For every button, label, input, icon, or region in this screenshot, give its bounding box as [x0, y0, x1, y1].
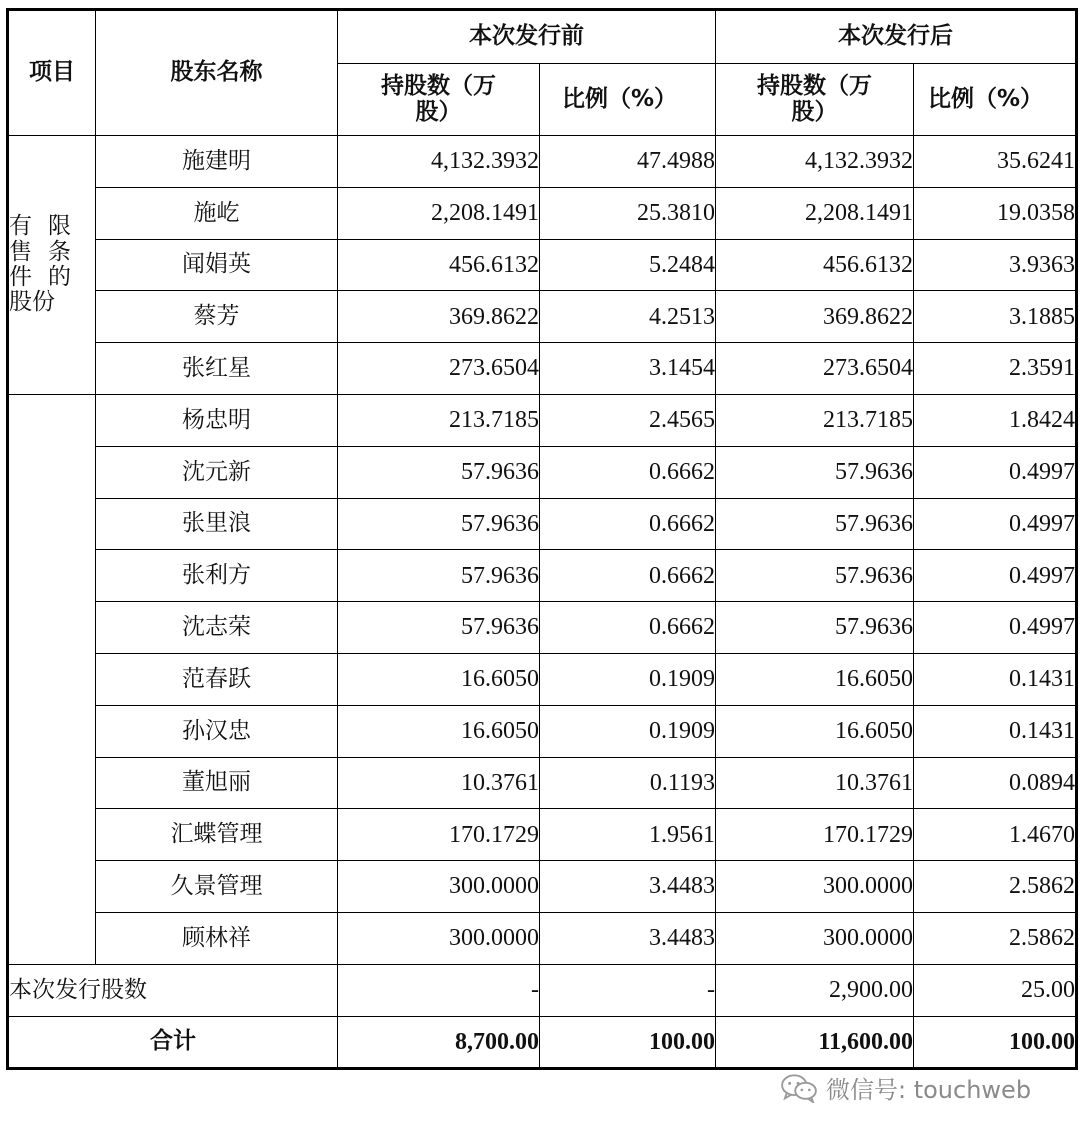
before-shares: 16.6050	[338, 705, 540, 757]
after-shares: 300.0000	[716, 912, 914, 964]
shareholder-name: 施建明	[96, 136, 338, 188]
before-ratio: 47.4988	[540, 136, 716, 188]
issue-before-ratio: -	[540, 964, 716, 1016]
issue-after-shares: 2,900.00	[716, 964, 914, 1016]
table-row	[8, 705, 1077, 757]
after-shares: 2,208.1491	[716, 187, 914, 239]
shareholder-name: 张红星	[96, 343, 338, 395]
watermark-text: 微信号: touchweb	[826, 1076, 1032, 1104]
before-shares: 273.6504	[338, 343, 540, 395]
header-before-issue: 本次发行前	[338, 10, 716, 64]
after-ratio: 0.4997	[914, 550, 1077, 602]
shareholder-name: 顾林祥	[96, 912, 338, 964]
table-row	[8, 498, 1077, 550]
before-ratio: 0.1909	[540, 653, 716, 705]
unrestricted-category-cell	[8, 394, 96, 964]
after-shares: 57.9636	[716, 602, 914, 654]
table-row	[8, 653, 1077, 705]
issue-row	[8, 964, 1077, 1016]
before-shares: 57.9636	[338, 446, 540, 498]
issue-after-ratio: 25.00	[914, 964, 1077, 1016]
restricted-label-line	[9, 290, 95, 315]
restricted-shares-label	[8, 136, 96, 395]
shareholder-name: 闻娟英	[96, 239, 338, 291]
issue-before-shares: -	[338, 964, 540, 1016]
after-shares: 10.3761	[716, 757, 914, 809]
after-ratio: 3.1885	[914, 291, 1077, 343]
before-ratio: 0.6662	[540, 550, 716, 602]
after-ratio: 1.4670	[914, 809, 1077, 861]
before-ratio: 25.3810	[540, 187, 716, 239]
header-row-1	[8, 10, 1077, 64]
header-after-ratio: 比例（%）	[914, 64, 1077, 136]
before-shares: 57.9636	[338, 550, 540, 602]
after-shares: 170.1729	[716, 809, 914, 861]
after-shares: 273.6504	[716, 343, 914, 395]
shareholder-name: 沈元新	[96, 446, 338, 498]
before-shares: 213.7185	[338, 394, 540, 446]
table-row	[8, 446, 1077, 498]
restricted-label-line	[9, 240, 71, 265]
header-before-shares	[338, 64, 540, 136]
table-row	[8, 136, 1077, 188]
before-shares: 456.6132	[338, 239, 540, 291]
after-shares: 456.6132	[716, 239, 914, 291]
table-row	[8, 394, 1077, 446]
header-before-shares-text: 持股数（万股）	[381, 73, 496, 125]
table-row	[8, 861, 1077, 913]
restricted-label-char: 股份	[9, 289, 55, 316]
shareholding-table	[6, 8, 1078, 1070]
table-row	[8, 602, 1077, 654]
table-row	[8, 187, 1077, 239]
table-row	[8, 343, 1077, 395]
before-shares: 57.9636	[338, 498, 540, 550]
header-after-shares-text: 持股数（万股）	[757, 73, 872, 125]
shareholder-name: 施屹	[96, 187, 338, 239]
wechat-icon	[780, 1073, 818, 1103]
header-after-shares	[716, 64, 914, 136]
after-ratio: 35.6241	[914, 136, 1077, 188]
after-ratio: 3.9363	[914, 239, 1077, 291]
before-shares: 300.0000	[338, 861, 540, 913]
before-ratio: 0.6662	[540, 446, 716, 498]
after-shares: 16.6050	[716, 653, 914, 705]
total-label: 合计	[8, 1016, 338, 1068]
table-row	[8, 757, 1077, 809]
table-row	[8, 291, 1077, 343]
shareholder-name: 蔡芳	[96, 291, 338, 343]
before-ratio: 5.2484	[540, 239, 716, 291]
shareholder-name: 张里浪	[96, 498, 338, 550]
before-ratio: 4.2513	[540, 291, 716, 343]
after-ratio: 19.0358	[914, 187, 1077, 239]
after-ratio: 0.1431	[914, 653, 1077, 705]
total-before-shares: 8,700.00	[338, 1016, 540, 1068]
before-ratio: 0.6662	[540, 498, 716, 550]
shareholder-name: 范春跃	[96, 653, 338, 705]
before-ratio: 1.9561	[540, 809, 716, 861]
after-shares: 57.9636	[716, 498, 914, 550]
total-after-shares: 11,600.00	[716, 1016, 914, 1068]
restricted-label-char: 限	[48, 213, 71, 240]
header-shareholder: 股东名称	[96, 10, 338, 136]
table-row	[8, 550, 1077, 602]
after-ratio: 0.4997	[914, 446, 1077, 498]
after-ratio: 0.4997	[914, 602, 1077, 654]
before-shares: 57.9636	[338, 602, 540, 654]
after-shares: 369.8622	[716, 291, 914, 343]
after-ratio: 0.4997	[914, 498, 1077, 550]
before-shares: 16.6050	[338, 653, 540, 705]
table-row	[8, 809, 1077, 861]
before-shares: 170.1729	[338, 809, 540, 861]
after-ratio: 0.0894	[914, 757, 1077, 809]
after-shares: 300.0000	[716, 861, 914, 913]
shareholder-name: 沈志荣	[96, 602, 338, 654]
before-ratio: 0.6662	[540, 602, 716, 654]
restricted-label-char: 件	[9, 263, 32, 290]
after-ratio: 2.5862	[914, 912, 1077, 964]
after-ratio: 2.3591	[914, 343, 1077, 395]
restricted-label-line	[9, 265, 71, 290]
shareholder-name: 张利方	[96, 550, 338, 602]
shareholder-name: 久景管理	[96, 861, 338, 913]
restricted-label-char: 售	[9, 238, 32, 265]
after-shares: 16.6050	[716, 705, 914, 757]
after-shares: 57.9636	[716, 446, 914, 498]
restricted-label-line	[9, 214, 71, 239]
shareholder-name: 孙汉忠	[96, 705, 338, 757]
before-ratio: 3.4483	[540, 861, 716, 913]
restricted-label-char: 条	[48, 238, 71, 265]
after-ratio: 0.1431	[914, 705, 1077, 757]
before-shares: 10.3761	[338, 757, 540, 809]
header-before-ratio: 比例（%）	[540, 64, 716, 136]
total-before-ratio: 100.00	[540, 1016, 716, 1068]
after-shares: 57.9636	[716, 550, 914, 602]
after-shares: 4,132.3932	[716, 136, 914, 188]
total-row	[8, 1016, 1077, 1068]
restricted-label-char: 的	[48, 263, 71, 290]
after-shares: 213.7185	[716, 394, 914, 446]
table-body	[8, 136, 1077, 1069]
header-after-issue: 本次发行后	[716, 10, 1077, 64]
table-row	[8, 912, 1077, 964]
after-ratio: 1.8424	[914, 394, 1077, 446]
shareholder-name: 汇蝶管理	[96, 809, 338, 861]
before-ratio: 3.4483	[540, 912, 716, 964]
after-ratio: 2.5862	[914, 861, 1077, 913]
before-shares: 2,208.1491	[338, 187, 540, 239]
before-ratio: 3.1454	[540, 343, 716, 395]
header-item: 项目	[8, 10, 96, 136]
before-ratio: 0.1909	[540, 705, 716, 757]
before-shares: 300.0000	[338, 912, 540, 964]
before-shares: 4,132.3932	[338, 136, 540, 188]
shareholder-name: 董旭丽	[96, 757, 338, 809]
before-ratio: 2.4565	[540, 394, 716, 446]
total-after-ratio: 100.00	[914, 1016, 1077, 1068]
watermark	[780, 1070, 1031, 1105]
issue-label: 本次发行股数	[8, 964, 338, 1016]
table-row	[8, 239, 1077, 291]
restricted-label-char: 有	[9, 213, 32, 240]
shareholder-name: 杨忠明	[96, 394, 338, 446]
before-ratio: 0.1193	[540, 757, 716, 809]
before-shares: 369.8622	[338, 291, 540, 343]
